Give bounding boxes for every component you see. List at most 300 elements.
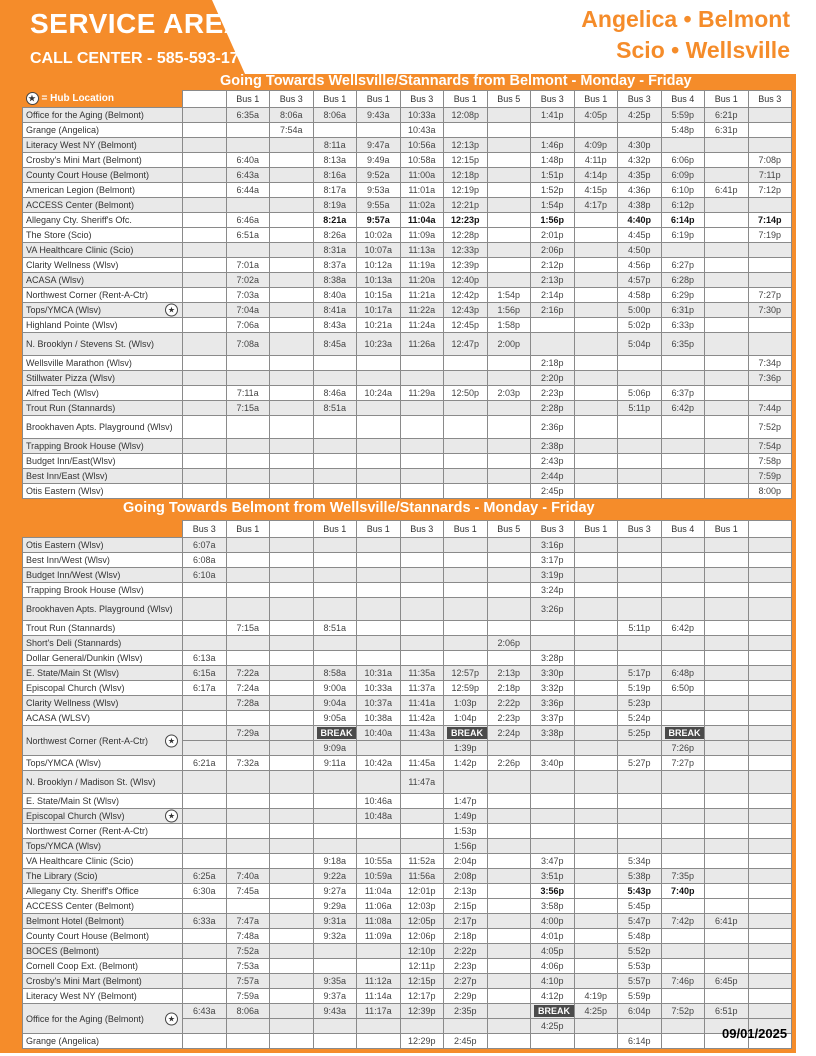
time-cell: [618, 439, 662, 454]
stop-name-cell: [23, 884, 183, 899]
time-cell: [618, 809, 662, 824]
time-cell: 11:24a: [400, 318, 444, 333]
time-cell: 11:45a: [400, 756, 444, 771]
time-cell: 7:04a: [226, 303, 270, 318]
time-cell: 10:40a: [357, 726, 401, 741]
time-cell: [531, 333, 575, 356]
time-cell: [705, 598, 749, 621]
stop-row: [23, 469, 792, 484]
time-cell: [400, 741, 444, 756]
stop-name-cell: [23, 213, 183, 228]
time-cell: 2:26p: [487, 756, 531, 771]
time-cell: [574, 454, 618, 469]
time-cell: [226, 484, 270, 499]
time-cell: 7:15a: [226, 621, 270, 636]
stop-name-cell: [23, 1034, 183, 1049]
time-cell: [618, 839, 662, 854]
time-cell: [574, 303, 618, 318]
stop-name-cell: [23, 469, 183, 484]
column-header-bus: Bus 1: [705, 521, 749, 538]
time-cell: [748, 899, 792, 914]
column-header-bus: Bus 3: [618, 91, 662, 108]
time-cell: [270, 303, 314, 318]
time-cell: [226, 771, 270, 794]
time-cell: [183, 839, 227, 854]
time-cell: [618, 553, 662, 568]
time-cell: 5:43p: [618, 884, 662, 899]
time-cell: [574, 711, 618, 726]
time-cell: [705, 439, 749, 454]
time-cell: 9:29a: [313, 899, 357, 914]
time-cell: [748, 386, 792, 401]
stop-name: Trout Run (Stannards): [26, 403, 116, 413]
time-cell: 9:31a: [313, 914, 357, 929]
column-header-bus: Bus 1: [357, 91, 401, 108]
time-cell: [226, 568, 270, 583]
time-cell: [487, 416, 531, 439]
time-cell: [531, 839, 575, 854]
time-cell: [748, 869, 792, 884]
time-cell: [357, 824, 401, 839]
time-cell: [487, 553, 531, 568]
stop-name: VA Healthcare Clinic (Scio): [26, 245, 134, 255]
stop-name-cell: [23, 183, 183, 198]
time-cell: 12:19p: [444, 183, 488, 198]
time-cell: [748, 681, 792, 696]
time-cell: 3:26p: [531, 598, 575, 621]
time-cell: 3:17p: [531, 553, 575, 568]
stop-name-cell: [23, 899, 183, 914]
time-cell: 6:13a: [183, 651, 227, 666]
time-cell: [748, 243, 792, 258]
time-cell: [487, 651, 531, 666]
time-cell: [574, 959, 618, 974]
time-cell: [618, 1019, 662, 1034]
time-cell: [487, 621, 531, 636]
time-cell: [357, 416, 401, 439]
time-cell: [618, 568, 662, 583]
service-area-title: SERVICE AREA 1: [30, 8, 268, 39]
time-cell: 12:01p: [400, 884, 444, 899]
time-cell: 12:03p: [400, 899, 444, 914]
time-cell: 8:00p: [748, 484, 792, 499]
time-cell: [487, 794, 531, 809]
time-cell: 11:09a: [400, 228, 444, 243]
time-cell: 9:00a: [313, 681, 357, 696]
time-cell: [661, 1034, 705, 1049]
time-cell: [313, 454, 357, 469]
time-cell: 2:13p: [531, 273, 575, 288]
stop-name-cell: [23, 651, 183, 666]
time-cell: [748, 989, 792, 1004]
stop-row: [23, 809, 792, 824]
time-cell: [226, 839, 270, 854]
time-cell: [661, 929, 705, 944]
time-cell: 9:11a: [313, 756, 357, 771]
time-cell: [618, 123, 662, 138]
time-cell: [270, 583, 314, 598]
time-cell: [661, 959, 705, 974]
time-cell: 10:58a: [400, 153, 444, 168]
time-cell: [357, 636, 401, 651]
time-cell: 6:41p: [705, 183, 749, 198]
time-cell: 2:13p: [444, 884, 488, 899]
time-cell: [618, 824, 662, 839]
hub-star-icon: ★: [165, 734, 178, 747]
towns-line-1: Angelica • Belmont: [581, 6, 790, 32]
time-cell: 10:02a: [357, 228, 401, 243]
stop-row: [23, 568, 792, 583]
time-cell: [400, 416, 444, 439]
time-cell: [183, 401, 227, 416]
time-cell: [487, 138, 531, 153]
time-cell: 7:52a: [226, 944, 270, 959]
time-cell: [357, 123, 401, 138]
stop-name: Short's Deli (Stannards): [26, 638, 122, 648]
time-cell: 5:48p: [661, 123, 705, 138]
time-cell: 8:13a: [313, 153, 357, 168]
time-cell: [618, 741, 662, 756]
time-cell: [270, 553, 314, 568]
time-cell: [618, 794, 662, 809]
time-cell: 7:29a: [226, 726, 270, 741]
stop-name: ACASA (Wlsv): [26, 275, 85, 285]
time-cell: [270, 711, 314, 726]
time-cell: [661, 138, 705, 153]
time-cell: [487, 168, 531, 183]
time-cell: [705, 288, 749, 303]
time-cell: [183, 356, 227, 371]
time-cell: 12:50p: [444, 386, 488, 401]
bottom-table-title: Going Towards Belmont from Wellsville/Stannards - Monday - Friday: [123, 500, 595, 516]
column-header-bus: Bus 3: [270, 91, 314, 108]
stop-row: [23, 794, 792, 809]
time-cell: 10:17a: [357, 303, 401, 318]
time-cell: [270, 756, 314, 771]
time-cell: 2:27p: [444, 974, 488, 989]
time-cell: [531, 809, 575, 824]
time-cell: [357, 741, 401, 756]
time-cell: 11:37a: [400, 681, 444, 696]
time-cell: 8:40a: [313, 288, 357, 303]
time-cell: 12:06p: [400, 929, 444, 944]
time-cell: [400, 636, 444, 651]
time-cell: [444, 469, 488, 484]
time-cell: [574, 839, 618, 854]
stop-row: [23, 258, 792, 273]
time-cell: 11:19a: [400, 258, 444, 273]
stop-name: E. State/Main St (Wlsv): [26, 668, 120, 678]
time-cell: [313, 959, 357, 974]
time-cell: [574, 741, 618, 756]
time-cell: [748, 726, 792, 741]
time-cell: [313, 439, 357, 454]
stop-name: Brookhaven Apts. Playground (Wlsv): [26, 604, 173, 614]
time-cell: 7:35p: [661, 869, 705, 884]
time-cell: [487, 401, 531, 416]
time-cell: 8:19a: [313, 198, 357, 213]
stop-row: [23, 854, 792, 869]
time-cell: [487, 153, 531, 168]
time-cell: [574, 439, 618, 454]
stop-name: County Court House (Belmont): [26, 170, 150, 180]
time-cell: 10:12a: [357, 258, 401, 273]
time-cell: 8:43a: [313, 318, 357, 333]
time-cell: [574, 213, 618, 228]
time-cell: 7:22a: [226, 666, 270, 681]
stop-name-cell: [23, 333, 183, 356]
time-cell: 4:09p: [574, 138, 618, 153]
time-cell: [487, 1019, 531, 1034]
time-cell: [270, 944, 314, 959]
time-cell: 2:24p: [487, 726, 531, 741]
stop-name: Office for the Aging (Belmont): [26, 1013, 144, 1024]
stop-name-cell: [23, 401, 183, 416]
stop-row: [23, 959, 792, 974]
stop-name: Literacy West NY (Belmont): [26, 140, 137, 150]
stop-name-cell: [23, 944, 183, 959]
time-cell: [270, 228, 314, 243]
time-cell: 1:03p: [444, 696, 488, 711]
time-cell: [270, 439, 314, 454]
time-cell: [574, 929, 618, 944]
time-cell: [226, 824, 270, 839]
time-cell: 4:10p: [531, 974, 575, 989]
time-cell: [661, 538, 705, 553]
stop-name: Literacy West NY (Belmont): [26, 991, 137, 1001]
time-cell: [444, 123, 488, 138]
time-cell: [183, 974, 227, 989]
stop-name: Best Inn/East (Wlsv): [26, 471, 108, 481]
time-cell: [183, 944, 227, 959]
time-cell: [226, 138, 270, 153]
stop-name-cell: [23, 824, 183, 839]
time-cell: 6:51a: [226, 228, 270, 243]
time-cell: 7:08a: [226, 333, 270, 356]
stop-name-cell: [23, 621, 183, 636]
time-cell: 12:18p: [444, 168, 488, 183]
stop-row: [23, 318, 792, 333]
time-cell: 6:08a: [183, 553, 227, 568]
time-cell: 6:33a: [183, 914, 227, 929]
time-cell: [705, 318, 749, 333]
time-cell: [270, 568, 314, 583]
time-cell: 7:42p: [661, 914, 705, 929]
time-cell: [270, 243, 314, 258]
time-cell: 3:37p: [531, 711, 575, 726]
time-cell: [487, 1034, 531, 1049]
time-cell: [748, 333, 792, 356]
time-cell: [661, 854, 705, 869]
column-header-bus: Bus 4: [661, 91, 705, 108]
time-cell: 3:24p: [531, 583, 575, 598]
time-cell: 2:18p: [531, 356, 575, 371]
time-cell: [574, 416, 618, 439]
time-cell: [574, 681, 618, 696]
time-cell: 5:17p: [618, 666, 662, 681]
time-cell: [705, 553, 749, 568]
stop-name-cell: [23, 974, 183, 989]
time-cell: 12:47p: [444, 333, 488, 356]
time-cell: 10:42a: [357, 756, 401, 771]
time-cell: 12:15p: [444, 153, 488, 168]
time-cell: [357, 651, 401, 666]
time-cell: [748, 651, 792, 666]
stop-row: [23, 123, 792, 138]
time-cell: 2:28p: [531, 401, 575, 416]
time-cell: 12:28p: [444, 228, 488, 243]
time-cell: 6:43a: [183, 1004, 227, 1019]
stop-row: [23, 213, 792, 228]
time-cell: 2:16p: [531, 303, 575, 318]
stop-name: Budget Inn/West (Wlsv): [26, 570, 121, 580]
time-cell: 9:53a: [357, 183, 401, 198]
time-cell: [661, 371, 705, 386]
time-cell: [270, 929, 314, 944]
stop-name-cell: [23, 726, 183, 756]
time-cell: [357, 568, 401, 583]
time-cell: [661, 454, 705, 469]
stop-name: Episcopal Church (Wlsv): [26, 683, 125, 693]
time-cell: [705, 771, 749, 794]
time-cell: [183, 371, 227, 386]
time-cell: [574, 356, 618, 371]
time-cell: 11:22a: [400, 303, 444, 318]
time-cell: [531, 318, 575, 333]
time-cell: [661, 484, 705, 499]
time-cell: 12:23p: [444, 213, 488, 228]
stop-name: Northwest Corner (Rent-A-Ctr): [26, 290, 149, 300]
time-cell: 4:14p: [574, 168, 618, 183]
time-cell: [357, 621, 401, 636]
time-cell: 4:06p: [531, 959, 575, 974]
time-cell: [444, 439, 488, 454]
time-cell: [226, 416, 270, 439]
time-cell: [531, 123, 575, 138]
time-cell: [357, 839, 401, 854]
time-cell: [357, 439, 401, 454]
stop-row: [23, 839, 792, 854]
time-cell: 4:30p: [618, 138, 662, 153]
time-cell: [661, 989, 705, 1004]
time-cell: [748, 568, 792, 583]
time-cell: [487, 356, 531, 371]
time-cell: 10:33a: [400, 108, 444, 123]
time-cell: [270, 809, 314, 824]
time-cell: 3:16p: [531, 538, 575, 553]
time-cell: [400, 356, 444, 371]
time-cell: 6:28p: [661, 273, 705, 288]
right-margin: [796, 0, 816, 1056]
time-cell: 5:48p: [618, 929, 662, 944]
stop-row: [23, 989, 792, 1004]
stop-name-cell: [23, 416, 183, 439]
time-cell: [226, 439, 270, 454]
time-cell: [183, 726, 227, 741]
time-cell: 3:30p: [531, 666, 575, 681]
time-cell: 4:25p: [618, 108, 662, 123]
schedule-date: 09/01/2025: [722, 1026, 788, 1041]
time-cell: 4:05p: [531, 944, 575, 959]
time-cell: [487, 929, 531, 944]
stop-name-cell: [23, 854, 183, 869]
time-cell: [270, 824, 314, 839]
time-cell: [270, 138, 314, 153]
time-cell: [313, 598, 357, 621]
time-cell: [226, 794, 270, 809]
column-header-bus: Bus 3: [618, 521, 662, 538]
time-cell: 5:59p: [618, 989, 662, 1004]
time-cell: [748, 538, 792, 553]
stop-name-cell: [23, 153, 183, 168]
time-cell: [313, 1034, 357, 1049]
time-cell: [705, 621, 749, 636]
stop-name-cell: [23, 681, 183, 696]
stop-row: [23, 681, 792, 696]
stop-row: [23, 401, 792, 416]
time-cell: [487, 824, 531, 839]
stop-name: Northwest Corner (Rent-A-Ctr): [26, 735, 149, 746]
stop-row: [23, 439, 792, 454]
stop-name: Trapping Brook House (Wlsv): [26, 441, 144, 451]
time-cell: 2:22p: [444, 944, 488, 959]
time-cell: [270, 974, 314, 989]
time-cell: 7:46p: [661, 974, 705, 989]
time-cell: 7:34p: [748, 356, 792, 371]
time-cell: [270, 839, 314, 854]
time-cell: 6:43a: [226, 168, 270, 183]
column-header-bus: [270, 521, 314, 538]
time-cell: [444, 583, 488, 598]
time-cell: [705, 741, 749, 756]
time-cell: [748, 974, 792, 989]
stop-name-cell: [23, 756, 183, 771]
stop-row: [23, 371, 792, 386]
column-header-bus: Bus 1: [444, 521, 488, 538]
time-cell: [183, 168, 227, 183]
time-cell: [444, 598, 488, 621]
column-header-bus: Bus 1: [226, 91, 270, 108]
time-cell: 7:15a: [226, 401, 270, 416]
time-cell: [226, 598, 270, 621]
stop-name: Crosby's Mini Mart (Belmont): [26, 155, 142, 165]
time-cell: 6:07a: [183, 538, 227, 553]
time-cell: 8:51a: [313, 401, 357, 416]
time-cell: [661, 439, 705, 454]
stop-row: [23, 288, 792, 303]
time-cell: 4:17p: [574, 198, 618, 213]
stop-row: [23, 621, 792, 636]
column-header-bus: Bus 4: [661, 521, 705, 538]
time-cell: 2:35p: [444, 1004, 488, 1019]
time-cell: [183, 771, 227, 794]
time-cell: [183, 696, 227, 711]
time-cell: 1:51p: [531, 168, 575, 183]
stop-row: [23, 553, 792, 568]
time-cell: 7:11a: [226, 386, 270, 401]
time-cell: 5:38p: [618, 869, 662, 884]
time-cell: [400, 553, 444, 568]
time-cell: 2:45p: [531, 484, 575, 499]
call-center-phone: CALL CENTER - 585-593-1738: [30, 50, 257, 67]
time-cell: [487, 469, 531, 484]
time-cell: [400, 484, 444, 499]
time-cell: [705, 386, 749, 401]
time-cell: [574, 824, 618, 839]
time-cell: [313, 356, 357, 371]
time-cell: 9:32a: [313, 929, 357, 944]
time-cell: [183, 153, 227, 168]
